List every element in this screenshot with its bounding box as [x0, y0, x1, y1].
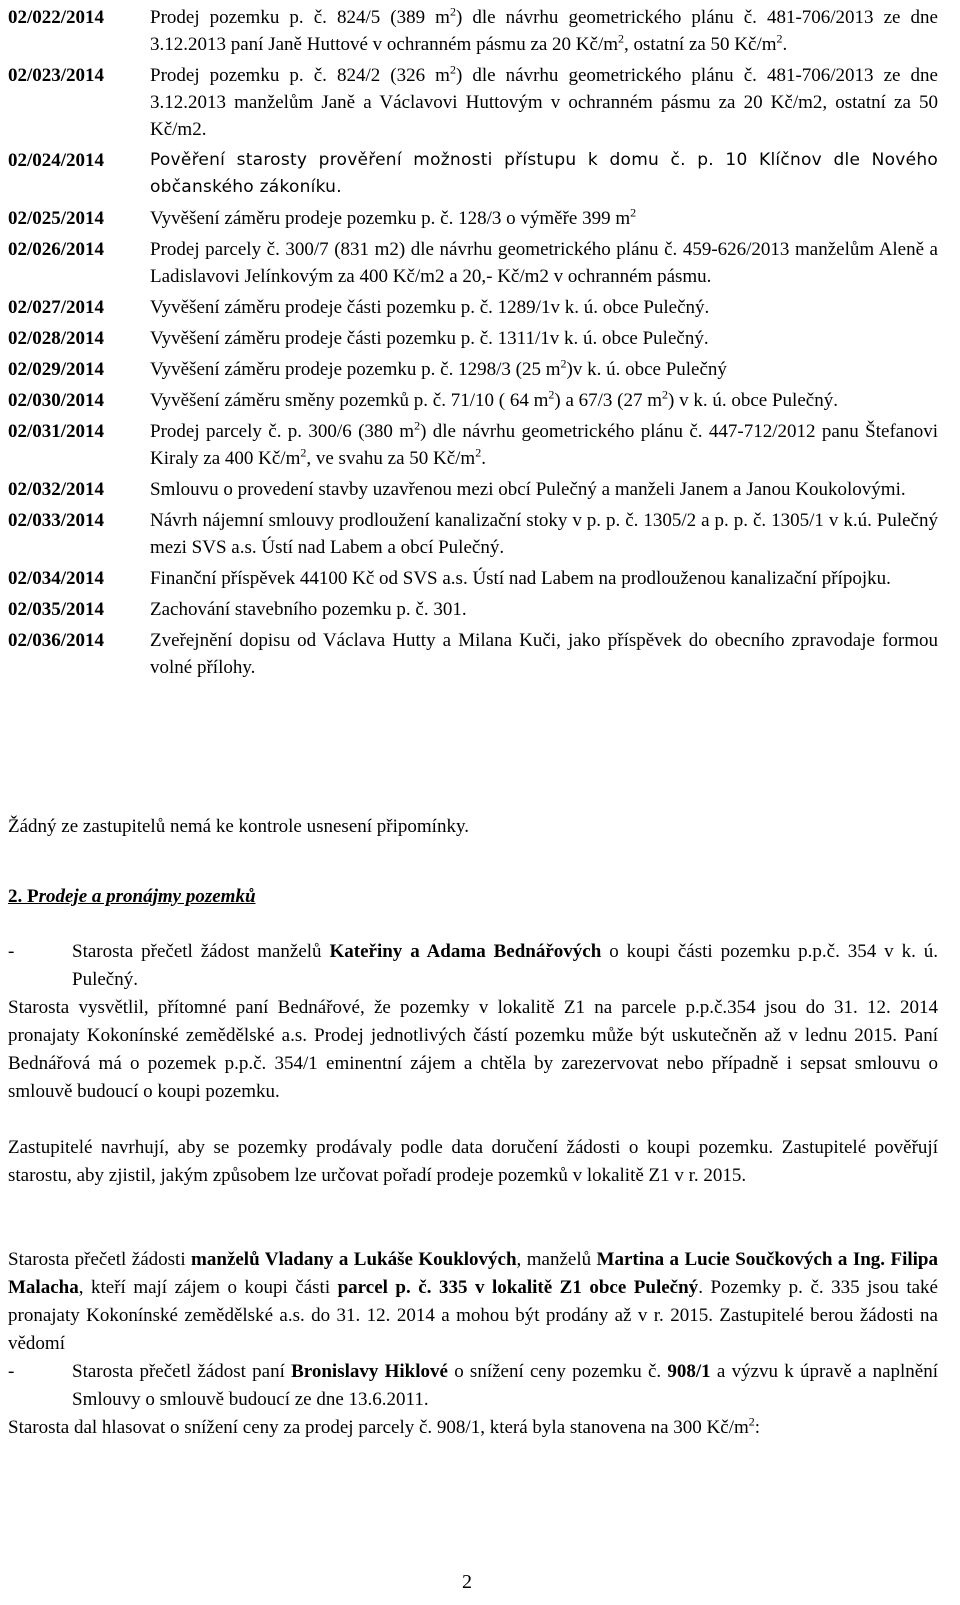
resolution-text: Finanční příspěvek 44100 Kč od SVS a.s. Ústí nad Labem na prodlouženou kanalizační přípojku.: [150, 568, 891, 589]
page-number: 2: [462, 1571, 472, 1593]
resolution-number: 02/022/2014: [8, 7, 105, 28]
section-heading: [8, 883, 938, 911]
dash-bullet: -: [8, 1361, 15, 1382]
resolution-number: 02/031/2014: [8, 421, 105, 442]
resolution-text: Návrh nájemní smlouvy prodloužení kanalizační stoky v p. p. č. 1305/2 a p. p. č. 1305/1 v k.ú. Pulečný mezi SVS a.s. Ústí nad Labem a obcí Pulečný.: [150, 510, 938, 558]
resolution-number: 02/035/2014: [8, 599, 105, 620]
resolution-text: Prodej pozemku p. č. 824/2 (326 $m^2$) dle návrhu geometrického plánu č. 481-706/2013 ze dne 3.12.2013 manželům Janě a Václavovi Huttovým v ochranném pásmu za 20 Kč/m2, ostatní za 50 Kč/m2.: [150, 62, 938, 140]
resolution-number: 02/033/2014: [8, 510, 105, 531]
paragraph-explanation: Starosta vysvětlil, přítomné paní Bednářové, že pozemky v lokalitě Z1 na parcele p.p.č.354 jsou do 31. 12. 2014 pronajaty Kokonínské zemědělské a.s. Prodej jednotlivých částí pozemku může být uskutečněn až v lednu 2015. Paní Bednářová má o pozemek p.p.č. 354/1 eminentní zájem a chtěla by zarezervovat nebo případně i sepsat smlouvu o smlouvě budoucí o koupi pozemku.: [8, 997, 938, 1102]
resolution-text: Prodej parcely č. 300/7 (831 m2) dle návrhu geometrického plánu č. 459-626/2013 manželům Aleně a Ladislavovi Jelínkovým za 400 Kč/m2 a 20,- Kč/m2 v ochranném pásmu.: [150, 239, 938, 287]
request-item-hiklova: [8, 1358, 938, 1414]
resolution-number: 02/027/2014: [8, 297, 105, 318]
no-remarks-line: Žádný ze zastupitelů nemá ke kontrole usnesení připomínky.: [8, 816, 469, 837]
resolution-row: [8, 325, 938, 352]
resolution-text: Pověření starosty prověření možnosti přístupu k domu č. p. 10 Klíčnov dle Nového občanského zákoníku.: [150, 150, 938, 197]
resolution-row: [8, 476, 938, 503]
request-item-bednarovi: [8, 938, 938, 994]
resolution-row: [8, 356, 938, 383]
section-heading-title: rodeje a pronájmy pozemků: [38, 886, 256, 907]
resolution-row: [8, 294, 938, 321]
resolution-row: [8, 565, 938, 592]
resolution-number: 02/026/2014: [8, 239, 105, 260]
resolution-row: [8, 627, 938, 681]
resolution-text: Zachování stavebního pozemku p. č. 301.: [150, 599, 467, 620]
resolution-number: 02/036/2014: [8, 630, 105, 651]
resolution-text: Prodej parcely č. p. 300/6 (380 $m^2$) dle návrhu geometrického plánu č. 447-712/2012 panu Štefanovi Kiraly za 400 $Kč/m^2$, ve svahu za 50 $Kč/m^2$.: [150, 418, 938, 469]
resolution-text: Vyvěšení záměru prodeje části pozemku p. č. 1311/1v k. ú. obce Pulečný.: [150, 328, 709, 349]
resolution-number: 02/025/2014: [8, 208, 105, 229]
resolution-number: 02/024/2014: [8, 150, 105, 171]
resolution-text: Vyvěšení záměru prodeje pozemku p. č. 128/3 o výměře 399 $m^2$: [150, 205, 637, 229]
paragraph-proposal: Zastupitelé navrhují, aby se pozemky prodávaly podle data doručení žádosti o koupi pozemku. Zastupitelé pověřují starostu, aby zjistil, jakým způsobem lze určovat pořadí prodeje pozemků v lokalitě Z1 v r. 2015.: [8, 1137, 938, 1186]
resolution-text: Zveřejnění dopisu od Václava Hutty a Milana Kuči, jako příspěvek do obecního zpravodaje formou volné přílohy.: [150, 630, 938, 678]
resolution-text: Vyvěšení záměru prodeje části pozemku p. č. 1289/1v k. ú. obce Pulečný.: [150, 297, 710, 318]
resolution-number: 02/028/2014: [8, 328, 105, 349]
resolution-number: 02/030/2014: [8, 390, 105, 411]
paragraph-vote: Starosta dal hlasovat o snížení ceny za prodej parcely č. 908/1, která byla stanovena na 300 $Kč/m^2$:: [8, 1414, 761, 1438]
resolution-text: Vyvěšení záměru prodeje pozemku p. č. 1298/3 (25 $m^2)v$ k. ú. obce Pulečný: [150, 356, 727, 380]
resolution-number: 02/029/2014: [8, 359, 105, 380]
resolution-row: [8, 236, 938, 290]
resolution-list: [8, 4, 938, 681]
resolution-row: [8, 596, 938, 623]
request-text: Starosta přečetl žádost paní Bronislavy Hiklové o snížení ceny pozemku č. 908/1 a výzvu k úpravě a naplnění Smlouvy o smlouvě budoucí ze dne 13.6.2011.: [72, 1361, 939, 1410]
resolution-row: [8, 418, 938, 472]
resolution-row: [8, 205, 938, 232]
resolution-text: Vyvěšení záměru směny pozemků p. č. 71/10 ( 64 $m^2$) a 67/3 (27 $m^2$) v k. ú. obce Pulečný.: [150, 387, 838, 411]
resolution-row: [8, 147, 938, 201]
dash-bullet: -: [8, 941, 15, 962]
resolution-row: [8, 62, 938, 143]
resolution-row: [8, 387, 938, 414]
resolution-number: 02/034/2014: [8, 568, 105, 589]
resolution-text: Smlouvu o provedení stavby uzavřenou mezi obcí Pulečný a manželi Janem a Janou Koukolovými.: [150, 479, 906, 500]
request-text: Starosta přečetl žádost manželů Kateřiny a Adama Bednářových o koupi části pozemku p.p.č. 354 v k. ú. Pulečný.: [72, 941, 938, 990]
resolution-text: Prodej pozemku p. č. 824/5 (389 $m^2$) dle návrhu geometrického plánu č. 481-706/2013 ze dne 3.12.2013 paní Janě Huttové v ochranném pásmu za 20 $Kč/m^2$, ostatní za 50 $Kč/m^2$.: [150, 4, 938, 55]
resolution-number: 02/032/2014: [8, 479, 105, 500]
resolution-number: 02/023/2014: [8, 65, 105, 86]
paragraph-requests: Starosta přečetl žádosti manželů Vladany a Lukáše Kouklových, manželů Martina a Lucie Součkových a Ing. Filipa Malacha, kteří mají zájem o koupi části parcel p. č. 335 v lokalitě Z1 obce Pulečný. Pozemky p. č. 335 jsou také pronajaty Kokonínské zemědělské a.s. do 31. 12. 2014 a mohou být prodány až v r. 2015. Zastupitelé berou žádosti na vědomí: [8, 1249, 938, 1354]
section-heading-num: 2. P: [8, 886, 39, 907]
resolution-row: [8, 4, 938, 58]
resolution-row: [8, 507, 938, 561]
